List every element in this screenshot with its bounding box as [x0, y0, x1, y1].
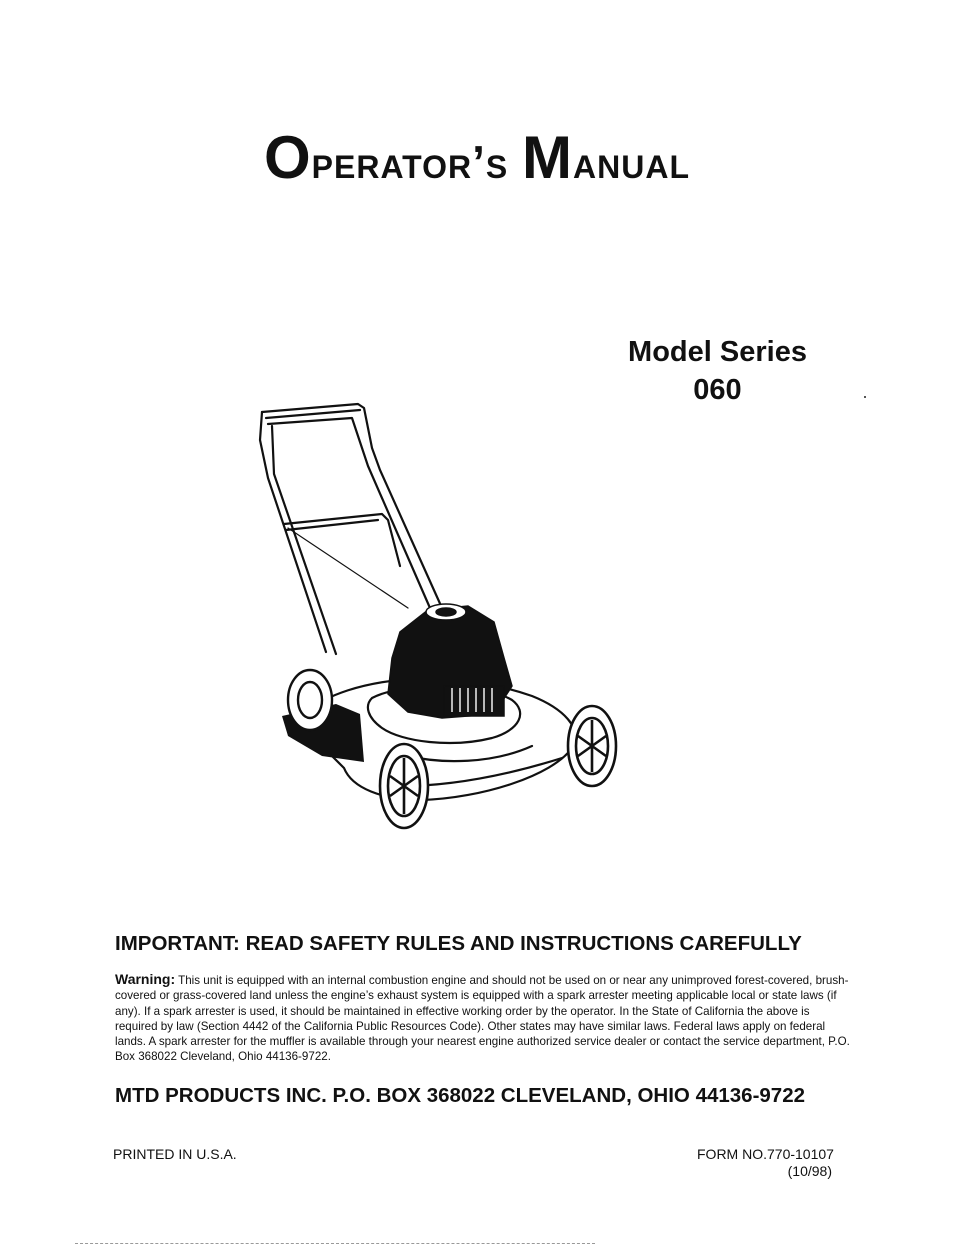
stray-mark — [864, 396, 866, 398]
handle-right-bar — [262, 404, 442, 608]
engine — [388, 604, 512, 718]
warning-label: Warning: — [115, 971, 176, 987]
printed-in-usa: PRINTED IN U.S.A. — [113, 1146, 237, 1162]
form-number-block — [697, 1146, 852, 1180]
title-initial-m: M — [522, 124, 574, 191]
warning-paragraph — [115, 972, 851, 1065]
form-date: (10/98) — [787, 1163, 832, 1179]
title-word-manual: anual — [573, 136, 691, 188]
front-right-wheel — [568, 706, 616, 786]
bottom-dashed-rule — [75, 1243, 595, 1244]
title-word-operators: perator’s — [311, 136, 509, 188]
lawn-mower-illustration — [232, 396, 632, 836]
page-title — [0, 124, 954, 191]
front-left-wheel — [380, 744, 428, 828]
form-number: FORM NO.770-10107 — [697, 1146, 834, 1162]
model-series-label: Model Series — [628, 336, 807, 368]
important-heading: IMPORTANT: READ SAFETY RULES AND INSTRUCTIONS CAREFULLY — [115, 932, 802, 955]
title-initial-o: O — [263, 124, 312, 191]
model-series-number: 060 — [693, 374, 742, 406]
rear-left-wheel — [288, 670, 332, 730]
warning-text: This unit is equipped with an internal combustion engine and should not be used on or near any unimproved forest-covered, brush-covered or grass-covered land unless the engine’s exhaust system is equipped with a spark arrester meeting applicable local or state laws (if any). If a spark arrester is used, it should be maintained in effective working order by the operator. In the State of California the above is required by law (Section 4442 of the California Public Resources Code). Other states may have similar laws. Federal laws apply on federal lands. A spark arrester for the muffler is available through your nearest engine authorized service dealer or contact the service department, P.O. Box 368022 Cleveland, Ohio 44136-9722. — [115, 974, 850, 1064]
company-address: MTD PRODUCTS INC. P.O. BOX 368022 CLEVELAND, OHIO 44136-9722 — [115, 1084, 806, 1107]
